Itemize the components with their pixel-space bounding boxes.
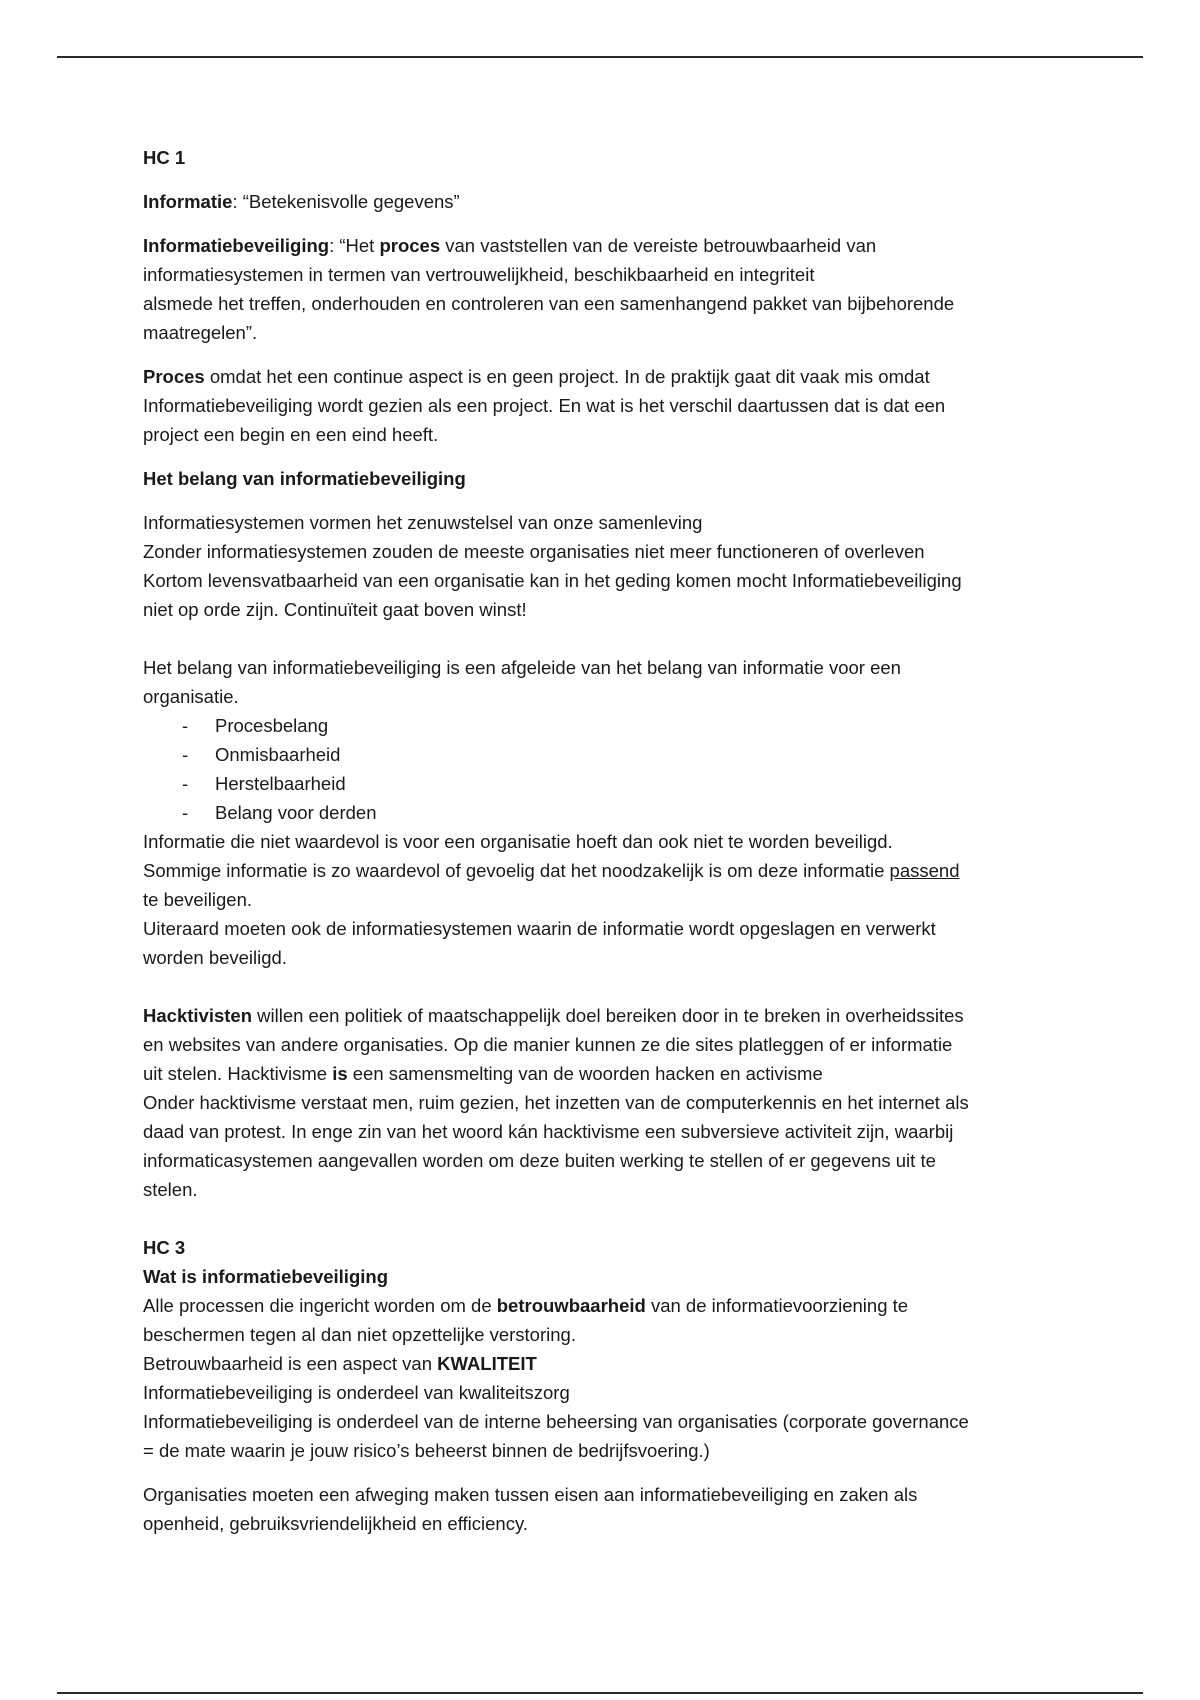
paragraph-afweging: Organisaties moeten een afweging maken tussen eisen aan informatiebeveiliging en zaken als openheid, gebruiksvriendelijkheid en efficiency.: [143, 1484, 918, 1534]
section-heading-hc3: HC 3: [143, 1237, 186, 1258]
belang-list: [143, 711, 1063, 827]
definition-informatiebeveiliging: Informatiebeveiliging: “Het proces van vaststellen van de vereiste betrouwbaarheid van informatiesystemen in termen van vertrouwelijkheid, beschikbaarheid en integriteit alsmede het treffen, onderhouden en controleren van een samenhangend pakket van bijbehorende maatregelen”.: [143, 235, 955, 343]
list-item: - Procesbelang: [182, 715, 329, 736]
section-heading-hc1: HC 1: [143, 147, 186, 168]
list-item: - Onmisbaarheid: [182, 744, 341, 765]
document-body: [143, 143, 1063, 1538]
header-rule: [57, 56, 1143, 58]
paragraph-belang: Informatiesystemen vormen het zenuwstelsel van onze samenleving Zonder informatiesystemen zouden de meeste organisaties niet meer functioneren of overleven Kortom levensvatbaarheid van een organisatie kan in het geding komen mocht Informatiebeveiliging niet op orde zijn. Continuïteit gaat boven winst!: [143, 512, 962, 620]
paragraph-waarde: Informatie die niet waardevol is voor een organisatie hoeft dan ook niet te worden beveiligd. Sommige informatie is zo waardevol of gevoelig dat het noodzakelijk is om deze informatie passend te beveiligen. Uiteraard moeten ook de informatiesystemen waarin de informatie wordt opgeslagen en verwerkt worden beveiligd.: [143, 831, 960, 968]
list-item: - Herstelbaarheid: [182, 773, 346, 794]
section-hc3: HC 3 Wat is informatiebeveiliging Alle processen die ingericht worden om de betrouwbaarheid van de informatievoorziening te beschermen tegen al dan niet opzettelijke verstoring. Betrouwbaarheid is een aspect van KWALITEIT Informatiebeveiliging is onderdeel van kwaliteitszorg Informatiebeveiliging is onderdeel van de interne beheersing van organisaties (corporate governance = de mate waarin je jouw risico’s beheerst binnen de bedrijfsvoering.): [143, 1233, 1063, 1465]
paragraph-proces: Proces omdat het een continue aspect is en geen project. In de praktijk gaat dit vaak mis omdat Informatiebeveiliging wordt gezien als een project. En wat is het verschil daartussen dat is dat een project een begin en een eind heeft.: [143, 366, 946, 445]
subheading-wat-is: Wat is informatiebeveiliging: [143, 1266, 388, 1287]
definition-informatie: Informatie: “Betekenisvolle gegevens”: [143, 191, 460, 212]
list-item: - Belang voor derden: [182, 802, 377, 823]
footer-rule: [57, 1692, 1143, 1694]
section-heading-belang: Het belang van informatiebeveiliging: [143, 468, 466, 489]
paragraph-afgeleide: Het belang van informatiebeveiliging is een afgeleide van het belang van informatie voor een organisatie.: [143, 657, 901, 707]
paragraph-hacktivisten: Hacktivisten willen een politiek of maatschappelijk doel bereiken door in te breken in overheidssites en websites van andere organisaties. Op die manier kunnen ze die sites platleggen of er informatie uit stelen. Hacktivisme is een samensmelting van de woorden hacken en activisme Onder hacktivisme verstaat men, ruim gezien, het inzetten van de computerkennis en het internet als daad van protest. In enge zin van het woord kán hacktivisme een subversieve activiteit zijn, waarbij informaticasystemen aangevallen worden om deze buiten werking te stellen of er gegevens uit te stelen.: [143, 1005, 969, 1200]
